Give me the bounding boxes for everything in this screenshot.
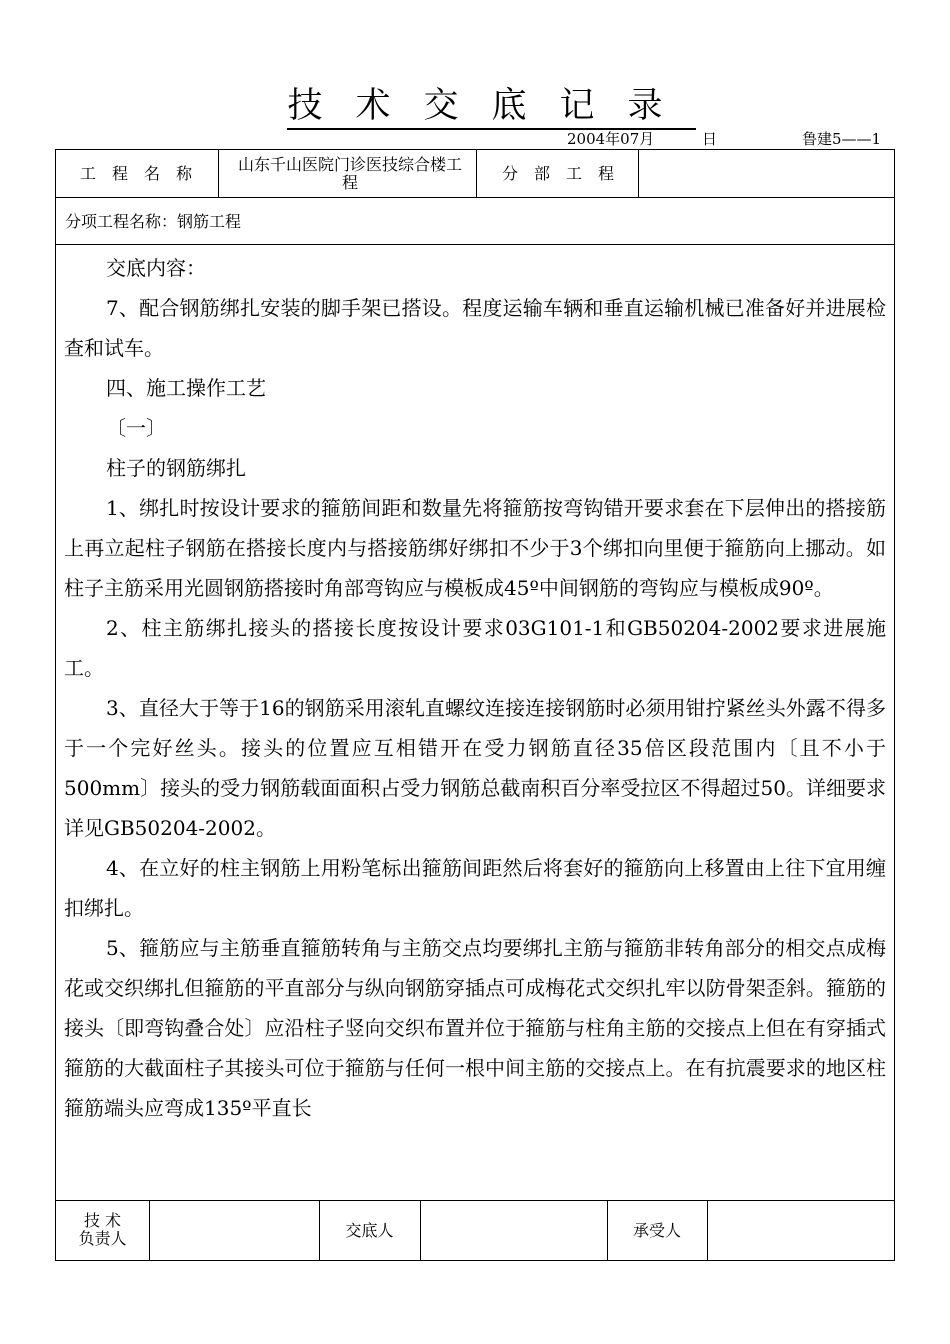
tech-lead-label-line2: 负责人 (78, 1229, 127, 1248)
content-paragraph: 1、绑扎时按设计要求的箍筋间距和数量先将箍筋按弯钩错开要求套在下层伸出的搭接筋上再立起柱子钢筋在搭接长度内与搭接筋绑好绑扣不少于3个绑扣向里便于箍筋向上挪动。如柱子主筋采用光圆钢筋搭接时角部弯钩应与模板成45º中间钢筋的弯钩应与模板成90º。 (64, 496, 886, 600)
content-paragraph: 7、配合钢筋绑扎安装的脚手架已搭设。程度运输车辆和垂直运输机械已准备好并进展检查和试车。 (64, 296, 886, 360)
document-day-label: 日 (702, 130, 718, 148)
column-divider (420, 1200, 421, 1261)
content-paragraph: 2、柱主筋绑扎接头的搭接长度按设计要求03G101-1和GB50204-2002要求进展施工。 (64, 616, 886, 680)
column-divider (707, 1200, 708, 1261)
project-name-label: 工程名称 (80, 164, 209, 183)
tech-lead-label (56, 1212, 149, 1248)
document-date: 2004年07月 (567, 130, 655, 148)
form-code: 鲁建5——1 (802, 130, 882, 148)
tech-lead-label-line1: 技 术 (83, 1211, 122, 1230)
division-label: 分部工程 (502, 164, 631, 183)
content-heading: 交底内容： (106, 256, 206, 280)
content-section-heading: 四、施工操作工艺 (106, 376, 266, 400)
column-divider (218, 150, 219, 197)
project-name-value: 山东千山医院门诊医技综合楼工程 (237, 155, 462, 192)
row-divider (56, 1200, 894, 1201)
sub-project-name: 分项工程名称：钢筋工程 (65, 212, 242, 231)
content-subsection-number: 〔一〕 (106, 416, 166, 440)
content-paragraph: 3、直径大于等于16的钢筋采用滚轧直螺纹连接连接钢筋时必须用钳拧紧丝头外露不得多于一个完好丝头。接头的位置应互相错开在受力钢筋直径35倍区段范围内〔且不小于500mm〕接头的受力钢筋载面面积占受力钢筋总截南积百分率受拉区不得超过50。详细要求详见GB50204-2002。 (64, 696, 886, 840)
column-divider (638, 150, 639, 197)
content-paragraph: 5、箍筋应与主筋垂直箍筋转角与主筋交点均要绑扎主筋与箍筋非转角部分的相交点成梅花或交织绑扎但箍筋的平直部分与纵向钢筋穿插点可成梅花式交织扎牢以防骨架歪斜。箍筋的接头〔即弯钩叠合处〕应沿柱子竖向交织布置并位于箍筋与柱角主筋的交接点上但在有穿插式箍筋的大截面柱子其接头可位于箍筋与任何一根中间主筋的交接点上。在有抗震要求的地区柱箍筋端头应弯成135º平直长 (64, 936, 886, 1120)
content-paragraph: 4、在立好的柱主钢筋上用粉笔标出箍筋间距然后将套好的箍筋向上移置由上往下宜用缠扣绑扎。 (64, 856, 886, 920)
presenter-label: 交底人 (345, 1221, 394, 1240)
record-table (55, 149, 895, 1261)
receiver-label: 承受人 (632, 1221, 681, 1240)
content-subsection-title: 柱子的钢筋绑扎 (106, 456, 246, 480)
column-divider (149, 1200, 150, 1261)
document-title: 技术交底记录 (0, 78, 950, 128)
row-divider (56, 244, 894, 245)
column-divider (476, 150, 477, 197)
briefing-content (64, 248, 886, 1128)
row-divider (56, 197, 894, 198)
